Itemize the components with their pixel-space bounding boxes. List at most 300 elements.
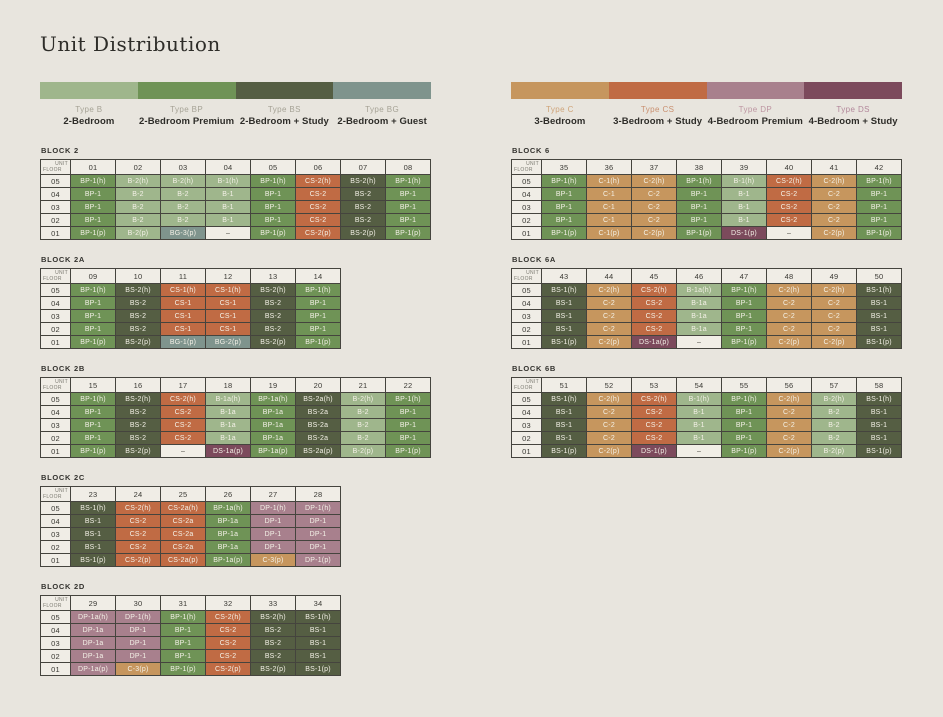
unit-cell: B-1 <box>677 419 722 432</box>
unit-cell: BS-2 <box>341 188 386 201</box>
block-block-6a <box>511 255 902 349</box>
blocks-column-left <box>40 146 431 691</box>
unit-cell: CS-1 <box>206 310 251 323</box>
unit-cell: B-1a(h) <box>677 284 722 297</box>
unit-cell: BS-2 <box>341 214 386 227</box>
unit-cell: CS-2 <box>296 188 341 201</box>
unit-cell: C-1(p) <box>587 227 632 240</box>
unit-cell: BP-1(p) <box>677 227 722 240</box>
empty-unit-cell: – <box>677 445 722 458</box>
floor-row <box>41 554 341 567</box>
unit-cell: BP-1(h) <box>71 175 116 188</box>
unit-cell: B-1a <box>206 432 251 445</box>
floor-row <box>512 214 902 227</box>
unit-cell: B-1(h) <box>677 393 722 406</box>
block-block-2a <box>40 255 431 349</box>
unit-cell: BP-1 <box>71 188 116 201</box>
unit-cell: BP-1(p) <box>857 227 902 240</box>
unit-cell: CS-2 <box>161 432 206 445</box>
unit-cell: C-2(h) <box>812 175 857 188</box>
unit-cell: CS-2 <box>206 624 251 637</box>
unit-cell: C-3(p) <box>251 554 296 567</box>
corner-floor-label: FLOOR <box>43 494 62 500</box>
legend-item-BG <box>333 105 431 127</box>
floor-number: 05 <box>41 175 71 188</box>
unit-cell: C-2(p) <box>632 227 677 240</box>
unit-number: 08 <box>386 160 431 175</box>
unit-cell: BP-1(p) <box>386 227 431 240</box>
unit-header-row <box>512 269 902 284</box>
floor-row <box>512 323 902 336</box>
unit-number: 27 <box>251 487 296 502</box>
unit-cell: DP-1a <box>71 624 116 637</box>
block-title: BLOCK 2C <box>41 473 85 482</box>
unit-cell: C-2 <box>767 419 812 432</box>
unit-number: 09 <box>71 269 116 284</box>
unit-cell: C-2 <box>767 323 812 336</box>
unit-cell: B-2 <box>116 201 161 214</box>
unit-cell: C-2(p) <box>812 336 857 349</box>
unit-cell: BS-1(h) <box>296 611 341 624</box>
unit-cell: C-2 <box>587 323 632 336</box>
floor-number: 03 <box>41 419 71 432</box>
unit-number: 44 <box>587 269 632 284</box>
unit-number: 45 <box>632 269 677 284</box>
legend-swatch-DS <box>804 82 902 99</box>
unit-cell: CS-2 <box>161 419 206 432</box>
block-table <box>40 159 431 240</box>
floor-row <box>41 637 341 650</box>
floor-row <box>512 175 902 188</box>
unit-cell: DP-1a <box>71 637 116 650</box>
unit-cell: CS-2a <box>161 541 206 554</box>
legend-swatch-B <box>40 82 138 99</box>
unit-cell: BP-1 <box>722 297 767 310</box>
unit-cell: B-1 <box>677 432 722 445</box>
floor-row <box>41 336 341 349</box>
unit-cell: C-2 <box>632 201 677 214</box>
unit-cell: BP-1a <box>206 528 251 541</box>
floor-row <box>41 624 341 637</box>
unit-cell: B-1 <box>206 188 251 201</box>
unit-cell: BS-2 <box>116 297 161 310</box>
floor-number: 05 <box>512 284 542 297</box>
unit-number: 34 <box>296 596 341 611</box>
unit-cell: C-2 <box>767 406 812 419</box>
unit-cell: BS-2(h) <box>251 611 296 624</box>
block-title: BLOCK 2B <box>41 364 85 373</box>
unit-number: 13 <box>251 269 296 284</box>
legend-swatch-BS <box>236 82 334 99</box>
unit-cell: DP-1(h) <box>251 502 296 515</box>
unit-cell: BP-1(h) <box>722 284 767 297</box>
unit-cell: B-2(h) <box>341 393 386 406</box>
unit-cell: B-2(h) <box>812 393 857 406</box>
floor-number: 04 <box>41 188 71 201</box>
unit-cell: BS-2 <box>251 637 296 650</box>
unit-cell: CS-2(h) <box>767 175 812 188</box>
unit-cell: BP-1 <box>71 406 116 419</box>
floor-row <box>512 419 902 432</box>
unit-cell: BP-1(h) <box>857 175 902 188</box>
unit-cell: CS-1(h) <box>161 284 206 297</box>
floor-number: 03 <box>41 637 71 650</box>
floor-row <box>41 432 431 445</box>
unit-cell: C-2 <box>812 297 857 310</box>
unit-cell: BP-1 <box>722 406 767 419</box>
floor-number: 04 <box>512 188 542 201</box>
unit-cell: DP-1 <box>116 624 161 637</box>
corner-cell <box>512 160 542 175</box>
unit-cell: DP-1(h) <box>296 502 341 515</box>
unit-cell: B-1a <box>677 323 722 336</box>
unit-cell: C-2 <box>812 188 857 201</box>
unit-cell: BP-1(p) <box>722 445 767 458</box>
legend-type-label: Type CS <box>640 105 675 114</box>
unit-cell: BP-1(p) <box>161 663 206 676</box>
corner-floor-label: FLOOR <box>43 276 62 282</box>
unit-cell: BS-2(p) <box>251 336 296 349</box>
unit-number: 21 <box>341 378 386 393</box>
unit-cell: B-1(h) <box>722 175 767 188</box>
unit-number: 14 <box>296 269 341 284</box>
unit-cell: BP-1(p) <box>71 227 116 240</box>
floor-number: 04 <box>512 297 542 310</box>
unit-cell: C-2 <box>587 432 632 445</box>
unit-cell: BP-1 <box>857 201 902 214</box>
floor-number: 02 <box>41 214 71 227</box>
floor-number: 01 <box>41 554 71 567</box>
unit-cell: BS-2(p) <box>251 663 296 676</box>
floor-row <box>41 297 341 310</box>
unit-cell: BS-1(h) <box>542 393 587 406</box>
unit-number: 05 <box>251 160 296 175</box>
unit-cell: BP-1 <box>71 214 116 227</box>
unit-cell: BS-2 <box>251 310 296 323</box>
block-block-2 <box>40 146 431 240</box>
unit-cell: BP-1 <box>677 201 722 214</box>
unit-cell: B-2 <box>341 432 386 445</box>
floor-row <box>41 214 431 227</box>
unit-cell: BP-1(p) <box>71 445 116 458</box>
unit-cell: B-1 <box>206 214 251 227</box>
floor-number: 03 <box>512 310 542 323</box>
block-block-2b <box>40 364 431 458</box>
unit-cell: B-1a <box>206 419 251 432</box>
unit-cell: BP-1 <box>71 419 116 432</box>
unit-number: 33 <box>251 596 296 611</box>
unit-cell: B-1a <box>677 310 722 323</box>
floor-number: 02 <box>41 323 71 336</box>
corner-unit-label: UNIT <box>526 270 539 276</box>
floor-row <box>512 445 902 458</box>
unit-cell: C-1 <box>587 201 632 214</box>
unit-cell: BP-1a <box>251 432 296 445</box>
unit-cell: BS-2 <box>251 297 296 310</box>
unit-cell: CS-2 <box>116 541 161 554</box>
unit-cell: BS-1 <box>71 515 116 528</box>
floor-number: 01 <box>512 336 542 349</box>
legend-type-label: Type BP <box>170 105 204 114</box>
block-block-6b <box>511 364 902 458</box>
floor-number: 01 <box>41 445 71 458</box>
unit-cell: CS-2(h) <box>632 393 677 406</box>
floor-row <box>41 188 431 201</box>
legend-type-label: Type DS <box>836 105 870 114</box>
corner-floor-label: FLOOR <box>43 385 62 391</box>
unit-cell: BP-1 <box>722 310 767 323</box>
floor-number: 05 <box>41 611 71 624</box>
unit-number: 35 <box>542 160 587 175</box>
unit-cell: CS-2a <box>161 528 206 541</box>
unit-cell: CS-2(h) <box>161 393 206 406</box>
unit-cell: C-2(h) <box>632 175 677 188</box>
floor-row <box>41 445 431 458</box>
unit-number: 24 <box>116 487 161 502</box>
unit-number: 43 <box>542 269 587 284</box>
corner-unit-label: UNIT <box>55 270 68 276</box>
unit-cell: BP-1 <box>722 432 767 445</box>
unit-cell: BS-2 <box>251 323 296 336</box>
unit-cell: BS-1 <box>857 432 902 445</box>
unit-number: 47 <box>722 269 767 284</box>
block-title: BLOCK 2D <box>41 582 85 591</box>
unit-number: 02 <box>116 160 161 175</box>
floor-number: 04 <box>512 406 542 419</box>
unit-number: 32 <box>206 596 251 611</box>
corner-floor-label: FLOOR <box>514 276 533 282</box>
unit-cell: DP-1 <box>296 528 341 541</box>
unit-number: 52 <box>587 378 632 393</box>
unit-number: 40 <box>767 160 812 175</box>
unit-cell: BP-1 <box>71 310 116 323</box>
corner-unit-label: UNIT <box>55 161 68 167</box>
unit-cell: C-2 <box>632 188 677 201</box>
unit-header-row <box>512 160 902 175</box>
unit-cell: C-2 <box>767 310 812 323</box>
unit-cell: CS-2 <box>116 515 161 528</box>
unit-cell: BP-1 <box>542 214 587 227</box>
unit-cell: C-2(h) <box>767 393 812 406</box>
unit-cell: BP-1a(h) <box>251 393 296 406</box>
floor-number: 02 <box>41 541 71 554</box>
unit-cell: BS-2(p) <box>116 336 161 349</box>
floor-number: 01 <box>41 227 71 240</box>
legend-item-B <box>40 105 138 127</box>
unit-cell: B-2(h) <box>161 175 206 188</box>
unit-cell: BP-1(h) <box>386 393 431 406</box>
legend-2bedroom-types <box>40 82 431 127</box>
unit-cell: BP-1 <box>71 297 116 310</box>
unit-number: 25 <box>161 487 206 502</box>
unit-cell: C-2 <box>812 323 857 336</box>
unit-cell: CS-2 <box>632 432 677 445</box>
unit-number: 06 <box>296 160 341 175</box>
unit-cell: CS-2 <box>632 419 677 432</box>
floor-number: 02 <box>41 650 71 663</box>
legend-item-DP <box>707 105 805 127</box>
floor-number: 05 <box>41 502 71 515</box>
unit-cell: CS-2 <box>767 214 812 227</box>
floor-number: 03 <box>41 528 71 541</box>
unit-cell: BS-1 <box>71 541 116 554</box>
unit-cell: BS-1 <box>542 432 587 445</box>
unit-cell: BS-2 <box>116 419 161 432</box>
unit-cell: DS-1a(p) <box>206 445 251 458</box>
unit-cell: B-2 <box>812 419 857 432</box>
unit-cell: C-2 <box>812 201 857 214</box>
unit-number: 19 <box>251 378 296 393</box>
unit-cell: B-2 <box>161 201 206 214</box>
unit-cell: BP-1 <box>386 419 431 432</box>
unit-cell: DP-1a(p) <box>71 663 116 676</box>
block-table <box>40 377 431 458</box>
unit-cell: BP-1 <box>161 624 206 637</box>
floor-row <box>41 663 341 676</box>
block-table <box>40 595 341 676</box>
unit-number: 28 <box>296 487 341 502</box>
unit-cell: C-1 <box>587 188 632 201</box>
unit-cell: C-2 <box>812 310 857 323</box>
legend-item-C <box>511 105 609 127</box>
floor-number: 01 <box>41 663 71 676</box>
unit-cell: BP-1 <box>386 406 431 419</box>
legend-type-desc: 3-Bedroom <box>534 116 586 127</box>
legend-3-4bedroom-types <box>511 82 902 127</box>
unit-cell: CS-2(h) <box>116 502 161 515</box>
unit-cell: BS-1(p) <box>542 336 587 349</box>
unit-number: 41 <box>812 160 857 175</box>
corner-floor-label: FLOOR <box>514 385 533 391</box>
unit-cell: C-2(h) <box>812 284 857 297</box>
unit-cell: BP-1(p) <box>542 227 587 240</box>
unit-cell: BS-1 <box>296 624 341 637</box>
unit-cell: C-2(p) <box>812 227 857 240</box>
unit-cell: B-2 <box>161 214 206 227</box>
unit-cell: B-2 <box>341 406 386 419</box>
floor-row <box>41 650 341 663</box>
unit-cell: CS-2 <box>632 406 677 419</box>
floor-number: 05 <box>41 284 71 297</box>
unit-cell: B-1(h) <box>206 175 251 188</box>
corner-cell <box>41 487 71 502</box>
floor-row <box>512 310 902 323</box>
legend-type-desc: 2-Bedroom + Study <box>239 116 329 127</box>
floor-row <box>41 175 431 188</box>
block-table <box>40 268 341 349</box>
unit-cell: CS-2 <box>632 323 677 336</box>
block-table <box>40 486 341 567</box>
unit-number: 16 <box>116 378 161 393</box>
unit-cell: BP-1 <box>677 188 722 201</box>
unit-cell: BP-1(h) <box>296 284 341 297</box>
unit-cell: BP-1 <box>71 201 116 214</box>
corner-cell <box>41 378 71 393</box>
floor-row <box>512 336 902 349</box>
legend-swatch-bar <box>40 82 431 99</box>
unit-cell: BS-2(h) <box>116 284 161 297</box>
unit-cell: CS-2 <box>632 297 677 310</box>
legend-swatch-bar <box>511 82 902 99</box>
unit-cell: BP-1(p) <box>251 227 296 240</box>
unit-cell: DP-1 <box>116 637 161 650</box>
unit-cell: CS-2(p) <box>116 554 161 567</box>
unit-cell: BS-2a(p) <box>296 445 341 458</box>
unit-cell: DS-1(p) <box>722 227 767 240</box>
unit-cell: B-1a <box>206 406 251 419</box>
unit-cell: B-2(p) <box>341 445 386 458</box>
unit-cell: C-2 <box>587 297 632 310</box>
unit-cell: BS-2 <box>341 201 386 214</box>
unit-number: 46 <box>677 269 722 284</box>
unit-cell: CS-2a(h) <box>161 502 206 515</box>
unit-cell: BP-1 <box>161 650 206 663</box>
unit-cell: C-2 <box>632 214 677 227</box>
corner-floor-label: FLOOR <box>43 603 62 609</box>
unit-cell: BS-1(p) <box>296 663 341 676</box>
unit-cell: BP-1(p) <box>296 336 341 349</box>
unit-cell: DP-1 <box>116 650 161 663</box>
unit-cell: DP-1a(h) <box>71 611 116 624</box>
unit-cell: BP-1(p) <box>722 336 767 349</box>
empty-unit-cell: – <box>161 445 206 458</box>
unit-cell: C-2(p) <box>767 336 812 349</box>
unit-cell: DP-1(p) <box>296 554 341 567</box>
floor-row <box>41 528 341 541</box>
legend-type-label: Type BG <box>365 105 400 114</box>
unit-cell: C-2(p) <box>587 336 632 349</box>
floor-row <box>41 406 431 419</box>
legend-type-desc: 2-Bedroom + Guest <box>337 116 427 127</box>
unit-number: 18 <box>206 378 251 393</box>
unit-cell: CS-2(h) <box>632 284 677 297</box>
legend-type-label: Type DP <box>738 105 773 114</box>
empty-unit-cell: – <box>767 227 812 240</box>
unit-cell: BS-2a <box>296 419 341 432</box>
unit-cell: BP-1a <box>206 515 251 528</box>
unit-cell: B-1 <box>722 214 767 227</box>
unit-header-row <box>41 160 431 175</box>
floor-row <box>512 393 902 406</box>
unit-cell: BS-1(h) <box>857 393 902 406</box>
unit-cell: BP-1a(h) <box>206 502 251 515</box>
unit-number: 29 <box>71 596 116 611</box>
floor-number: 01 <box>512 445 542 458</box>
unit-cell: BS-2 <box>116 432 161 445</box>
unit-cell: BP-1 <box>386 214 431 227</box>
unit-cell: BP-1(h) <box>161 611 206 624</box>
unit-number: 01 <box>71 160 116 175</box>
unit-number: 22 <box>386 378 431 393</box>
unit-cell: BS-2(h) <box>116 393 161 406</box>
unit-header-row <box>41 378 431 393</box>
unit-cell: BS-1(p) <box>857 336 902 349</box>
unit-cell: C-2 <box>767 297 812 310</box>
unit-number: 12 <box>206 269 251 284</box>
unit-cell: BS-1 <box>542 406 587 419</box>
unit-cell: BP-1 <box>386 188 431 201</box>
corner-unit-label: UNIT <box>55 488 68 494</box>
unit-cell: BP-1 <box>251 214 296 227</box>
unit-number: 50 <box>857 269 902 284</box>
block-title: BLOCK 6A <box>512 255 556 264</box>
corner-cell <box>512 269 542 284</box>
unit-cell: BP-1(h) <box>677 175 722 188</box>
legend-type-desc: 4-Bedroom + Study <box>808 116 898 127</box>
floor-row <box>41 611 341 624</box>
unit-number: 36 <box>587 160 632 175</box>
unit-cell: BP-1a(p) <box>206 554 251 567</box>
